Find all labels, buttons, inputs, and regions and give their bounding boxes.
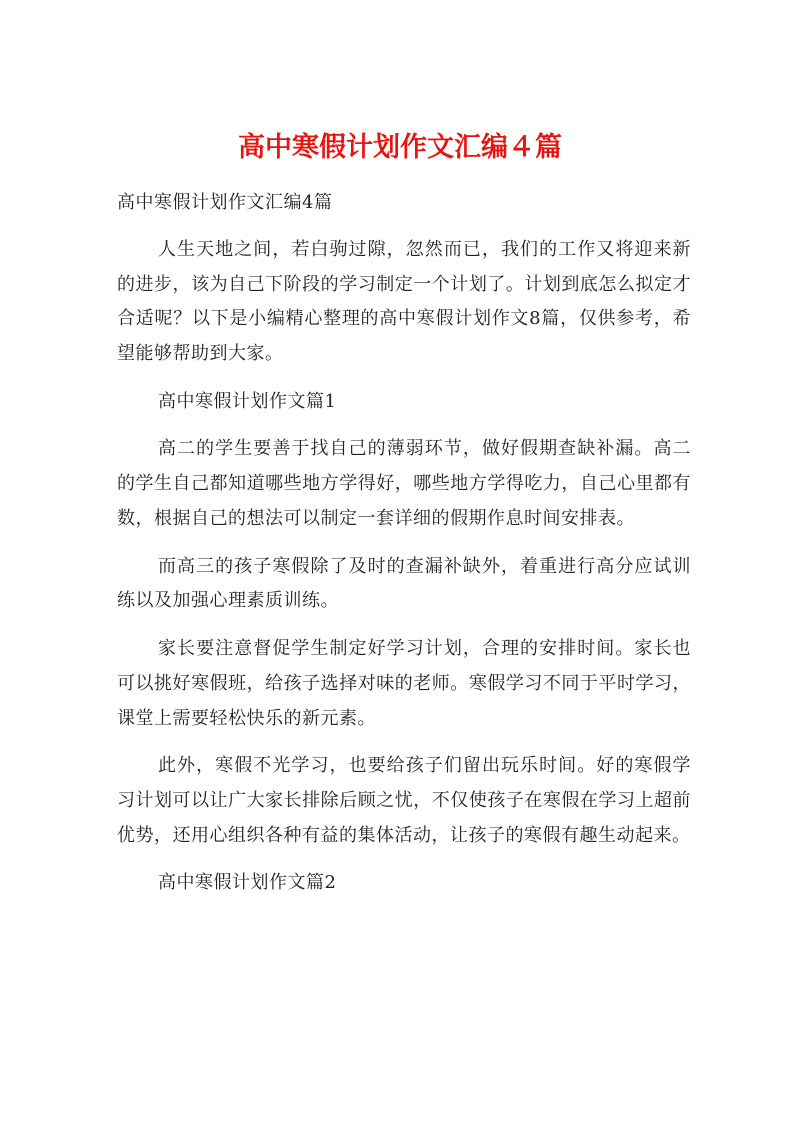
intro-paragraph: 人生天地之间，若白驹过隙，忽然而已，我们的工作又将迎来新的进步，该为自己下阶段的学习制定一个计划了。计划到底怎么拟定才合适呢？以下是小编精心整理的高中寒假计划作文8篇，仅供参考，希望能够帮助到大家。: [117, 238, 691, 365]
section-heading-1: 高中寒假计划作文篇1: [158, 390, 337, 412]
section1-paragraph-1: 高二的学生要善于找自己的薄弱环节，做好假期查缺补漏。高二的学生自己都知道哪些地方学得好，哪些地方学得吃力，自己心里都有数，根据自己的想法可以制定一套详细的假期作息时间安排表。: [117, 438, 691, 529]
section1-paragraph-4: 此外，寒假不光学习，也要给孩子们留出玩乐时间。好的寒假学习计划可以让广大家长排除后顾之忧，不仅使孩子在寒假在学习上超前优势，还用心组织各种有益的集体活动，让孩子的寒假有趣生动起来。: [117, 755, 691, 846]
section1-paragraph-2: 而高三的孩子寒假除了及时的查漏补缺外，着重进行高分应试训练以及加强心理素质训练。: [117, 555, 691, 612]
document-subtitle: 高中寒假计划作文汇编4篇: [117, 192, 333, 213]
document-body: [117, 186, 691, 914]
section-heading-2: 高中寒假计划作文篇2: [158, 872, 337, 894]
section1-paragraph-3: 家长要注意督促学生制定好学习计划，合理的安排时间。家长也可以挑好寒假班，给孩子选择对味的老师。寒假学习不同于平时学习，课堂上需要轻松快乐的新元素。: [117, 637, 691, 729]
document-title: 高中寒假计划作文汇编４篇: [238, 132, 562, 163]
